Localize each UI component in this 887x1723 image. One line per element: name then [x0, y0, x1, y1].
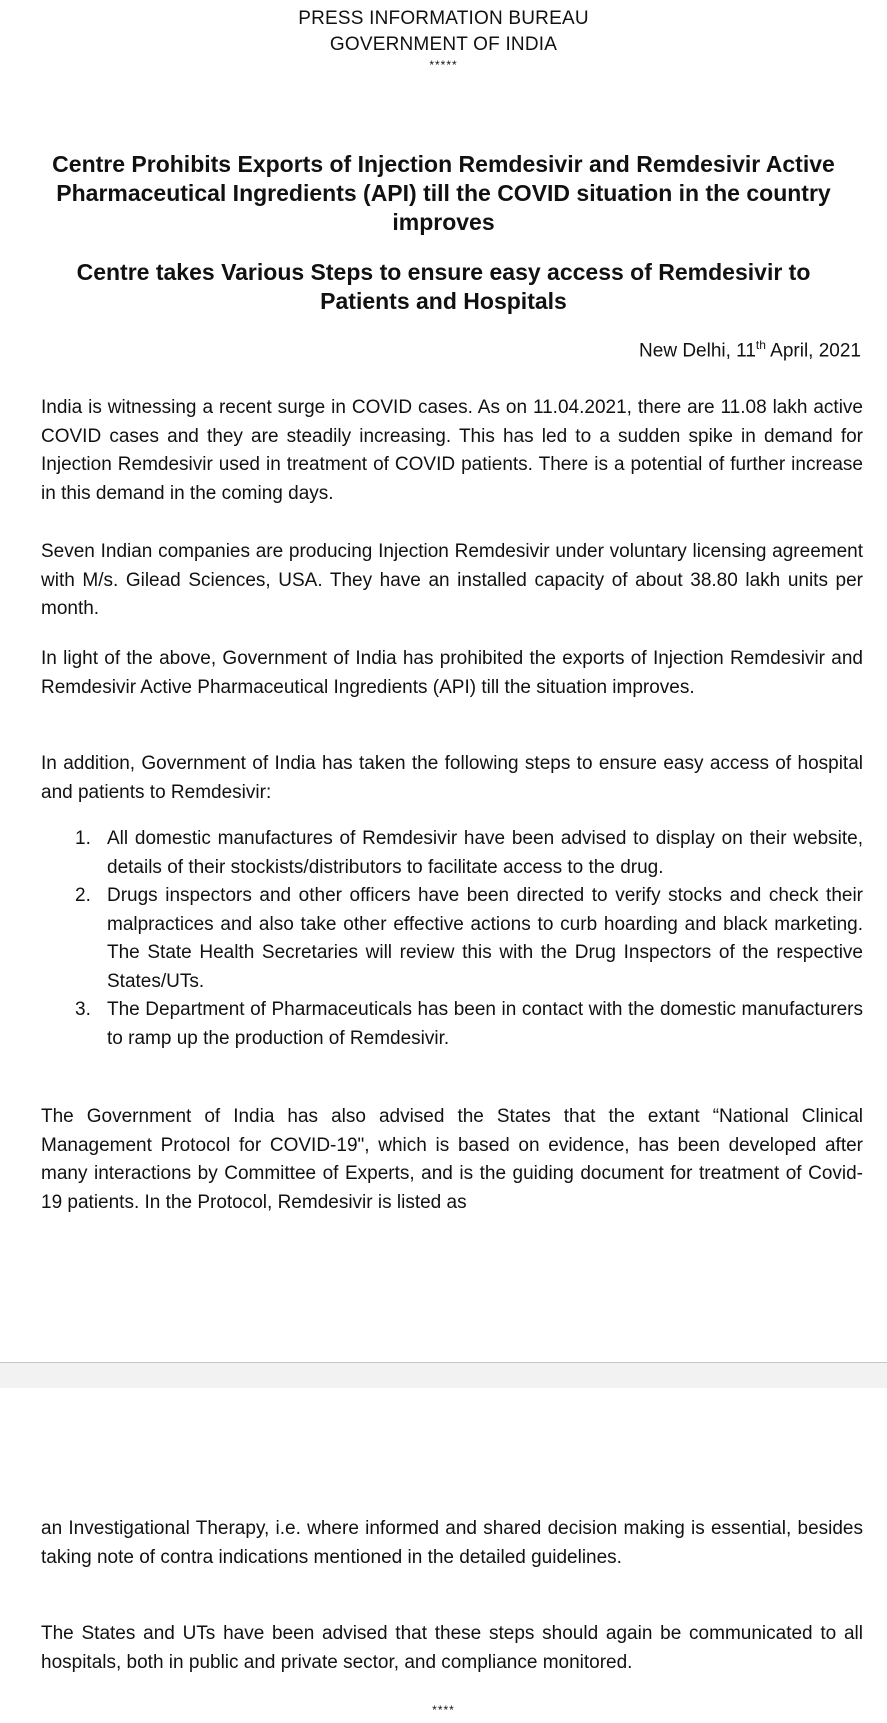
dateline-suffix: April, 2021	[765, 340, 861, 362]
paragraph-manufacturers: Seven Indian companies are producing Injection Remdesivir under voluntary licensing agreement with M/s. Gilead Sciences, USA. They have an installed capacity of about 38.80 lakh units per month.	[41, 541, 863, 619]
press-release-subtitle: Centre takes Various Steps to ensure easy access of Remdesivir to Patients and Hospitals	[76, 259, 811, 314]
page-break	[0, 1362, 887, 1390]
list-item	[41, 825, 863, 882]
dateline-superscript: th	[755, 338, 766, 352]
paragraph-clinical-protocol: The Government of India has also advised the States that the extant “National Clinical Management Protocol for COVID-19", which is based on evidence, has been developed after many interactions by Committee of Experts, and is the guiding document for treatment of Covid-19 patients. In the Protocol, Remdesivir is listed as	[41, 1106, 863, 1213]
document-page-2	[0, 1388, 887, 1723]
dateline	[639, 338, 861, 362]
list-item-number: 3.	[75, 999, 91, 1020]
steps-list	[41, 825, 863, 1053]
press-release-title: Centre Prohibits Exports of Injection Remdesivir and Remdesivir Active Pharmaceutical Ingredients (API) till the COVID situation in the country improves	[52, 151, 835, 235]
list-item-text: The Department of Pharmaceuticals has been in contact with the domestic manufacturers to ramp up the production of Remdesivir.	[107, 999, 863, 1049]
list-item	[41, 882, 863, 996]
paragraph-covid-surge: India is witnessing a recent surge in COVID cases. As on 11.04.2021, there are 11.08 lakh active COVID cases and they are steadily increasing. This has led to a sudden spike in demand for Injection Remdesivir used in treatment of COVID patients. There is a potential of further increase in this demand in the coming days.	[41, 397, 863, 504]
header-stars: *****	[429, 58, 458, 72]
header-bureau: PRESS INFORMATION BUREAU	[298, 8, 589, 29]
list-item-text: All domestic manufactures of Remdesivir have been advised to display on their website, details of their stockists/distributors to facilitate access to the drug.	[107, 828, 863, 878]
end-stars: ****	[432, 1703, 455, 1717]
paragraph-export-prohibition: In light of the above, Government of India has prohibited the exports of Injection Remdesivir and Remdesivir Active Pharmaceutical Ingredients (API) till the situation improves.	[41, 648, 863, 698]
list-item-number: 2.	[75, 885, 91, 906]
paragraph-hospital-communication: The States and UTs have been advised that these steps should again be communicated to all hospitals, both in public and private sector, and compliance monitored.	[41, 1623, 863, 1673]
list-item-text: Drugs inspectors and other officers have been directed to verify stocks and check their malpractices and also take other effective actions to curb hoarding and black marketing. The State Health Secretaries will review this with the Drug Inspectors of the respective States/UTs.	[107, 885, 863, 992]
dateline-prefix: New Delhi, 11	[639, 340, 756, 362]
list-item-number: 1.	[75, 828, 91, 849]
list-item	[41, 996, 863, 1053]
paragraph-steps-intro: In addition, Government of India has taken the following steps to ensure easy access of hospital and patients to Remdesivir:	[41, 753, 863, 803]
header-government: GOVERNMENT OF INDIA	[329, 34, 558, 55]
paragraph-investigational-therapy: an Investigational Therapy, i.e. where informed and shared decision making is essential, besides taking note of contra indications mentioned in the detailed guidelines.	[41, 1518, 863, 1568]
